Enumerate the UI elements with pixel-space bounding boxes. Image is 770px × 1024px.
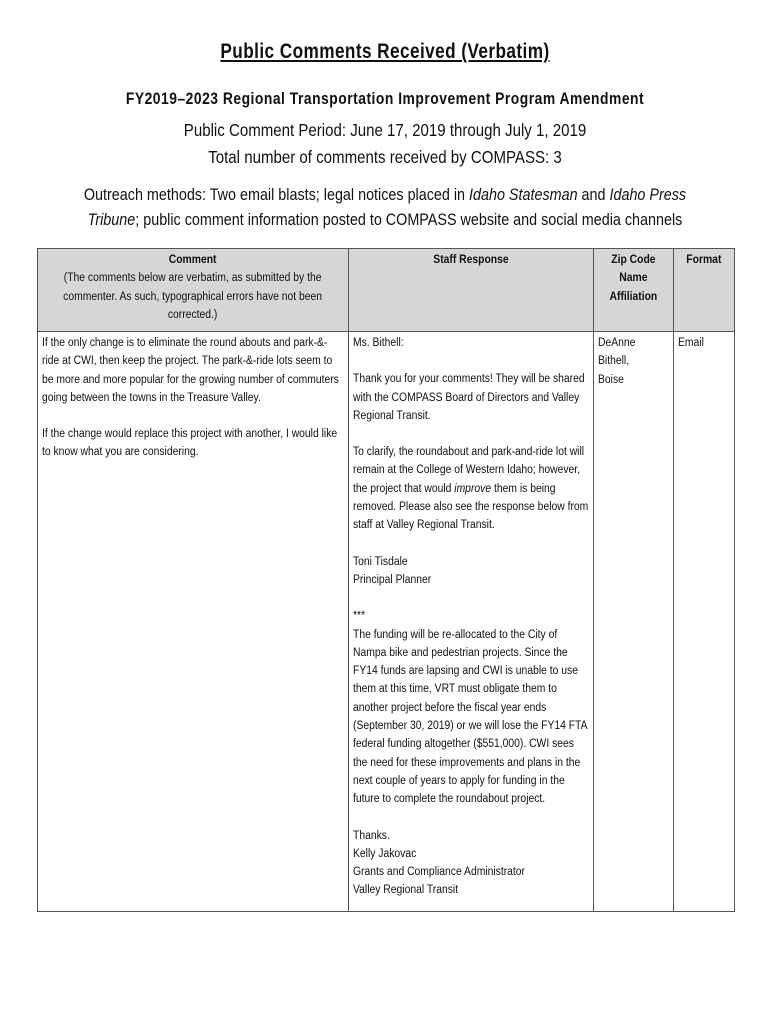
header-staff-label: Staff Response [433,254,509,266]
staff-signature-title: Principal Planner [353,573,432,586]
staff-paragraph: Thank you for your comments! They will be shared with the COMPASS Board of Directors and Valley Regional Transit. [353,373,585,422]
document-subtitle: FY2019–2023 Regional Transportation Improvement Program Amendment [125,90,645,108]
zip-name-cell [594,332,674,912]
staff-signature-name: Toni Tisdale [353,555,408,568]
staff-emphasis: improve [454,482,492,495]
header-format-label: Format [686,254,722,266]
comment-period: Public Comment Period: June 17, 2019 through July 1, 2019 [183,120,587,140]
table-row [38,332,735,912]
staff-text: them is being removed. Please also see the response below from staff at Valley Regional Transit. [353,482,589,532]
header-staff-response [349,249,594,332]
outreach-paper-press-tribune: Idaho Press Tribune [87,186,687,229]
header-zip-line1: Zip Code [611,254,656,266]
outreach-paper-statesman: Idaho Statesman [469,186,578,204]
header-zip-line2: Name [619,272,648,285]
outreach-methods [67,183,702,233]
header-zip [594,249,674,332]
page-title: Public Comments Received (Verbatim) [220,40,550,63]
commenter-name: DeAnne Bithell, [598,337,636,368]
comment-format: Email [678,337,704,349]
header-comment-note: (The comments below are verbatim, as submitted by the commenter. As such, typographical errors have not been corrected.) [63,272,323,321]
comment-cell [38,332,349,912]
staff-response-cell [349,332,594,912]
outreach-suffix: ; public comment information posted to COMPASS website and social media channels [135,211,683,229]
staff-separator: *** [353,610,366,623]
comments-table [37,248,735,912]
commenter-city: Boise [598,373,624,386]
staff-paragraph: The funding will be re-allocated to the City of Nampa bike and pedestrian projects. Since the FY14 funds are lapsing and CWI is unable to use them at this time, VRT must obligate them to another project before the fiscal year ends (September 30, 2019) or we will lose the FY14 FTA federal funding altogether ($551,000). CWI sees the need for these improvements and plans in the next couple of years to apply for funding in the future to complete the roundabout project. [353,628,587,806]
staff-signature-name: Kelly Jakovac [353,847,417,860]
format-cell [674,332,735,912]
staff-greeting: Ms. Bithell: [353,337,404,349]
header-comment-label: Comment [169,254,217,266]
header-format [674,249,735,332]
comment-paragraph: If the change would replace this project with another, I would like to know what you are considering. [42,428,338,459]
table-header-row [38,249,735,332]
outreach-and: and [577,186,610,204]
header-comment [38,249,349,332]
outreach-prefix: Outreach methods: Two email blasts; legal notices placed in [83,186,470,204]
staff-thanks: Thanks. [353,829,390,842]
staff-paragraph [353,443,589,534]
staff-signature-title: Grants and Compliance Administrator [353,866,526,879]
total-comments: Total number of comments received by COMPASS: 3 [208,147,562,167]
staff-text: To clarify, the roundabout and park-and-ride lot will remain at the College of Western Idaho; however, the project that would [353,446,585,495]
comment-paragraph: If the only change is to eliminate the round abouts and park-&-ride at CWI, then keep the project. The park-&-ride lots seem to be more and more popular for the growing number of commuters going between the towns in the Treasure Valley. [42,337,339,404]
header-zip-line3: Affiliation [609,290,658,303]
staff-signature-org: Valley Regional Transit [353,884,459,897]
